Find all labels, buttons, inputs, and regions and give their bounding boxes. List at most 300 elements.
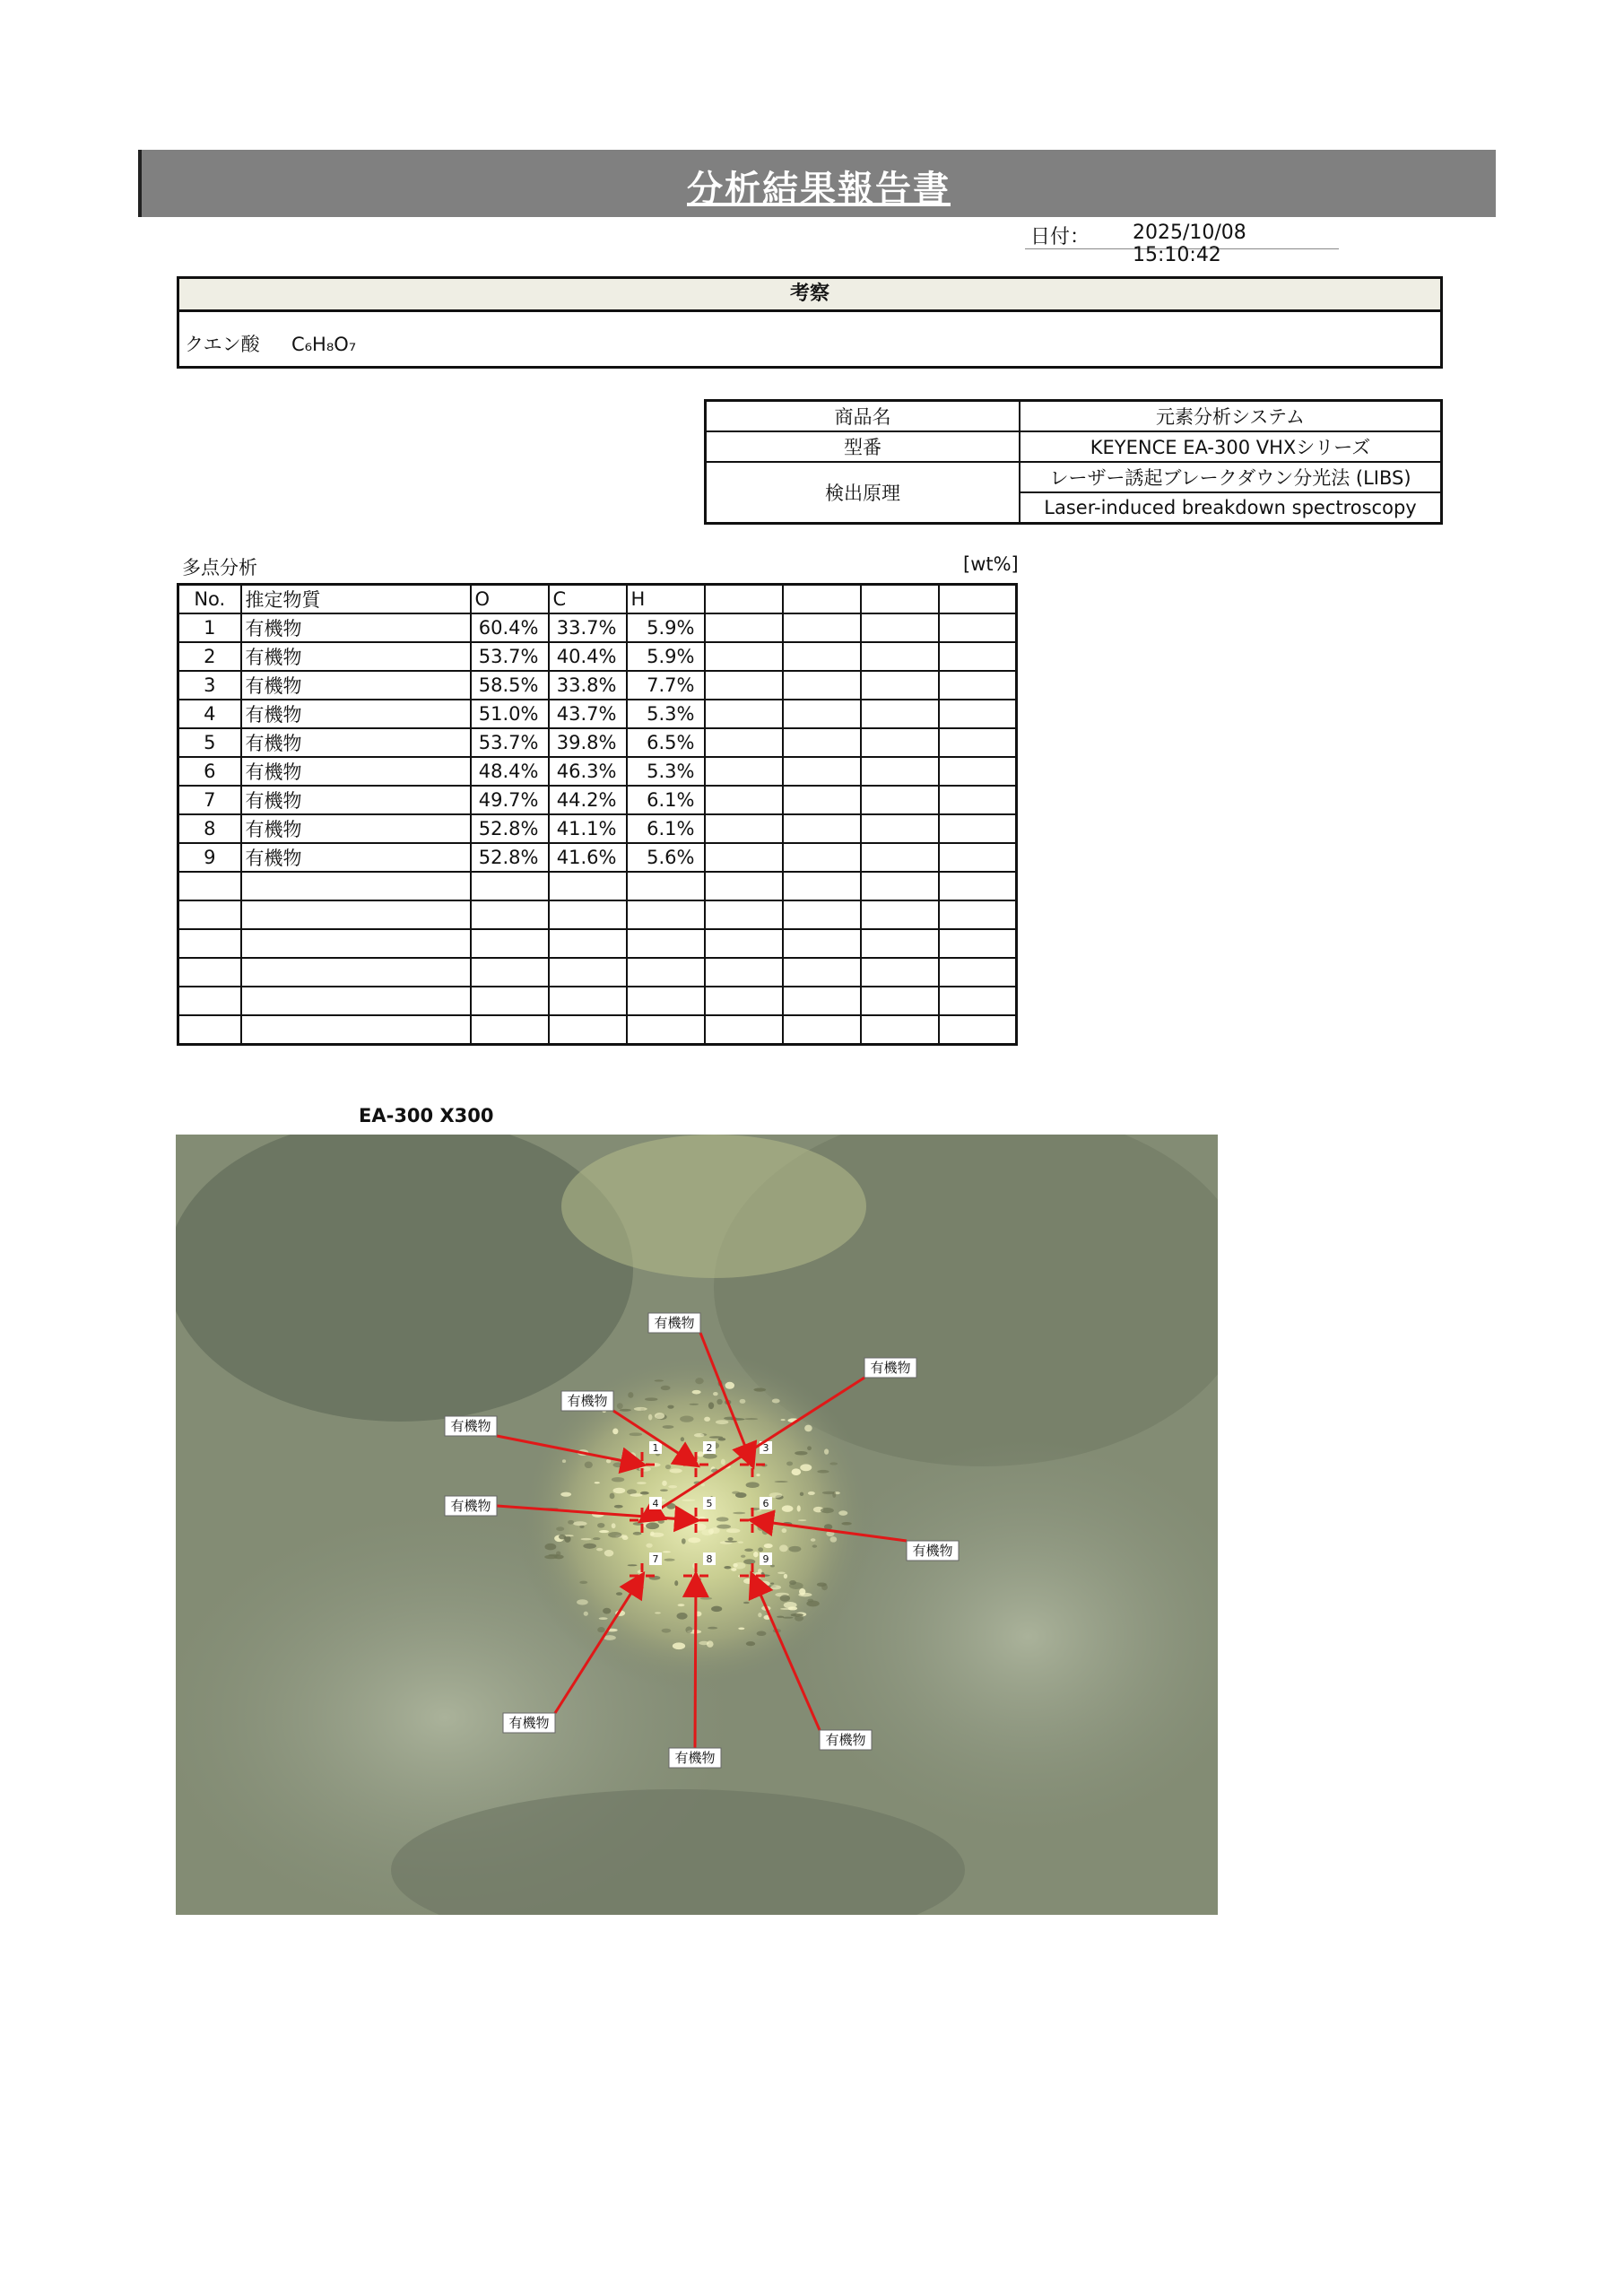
row-c: 44.2%	[549, 786, 627, 814]
crystal-speckle	[622, 1535, 629, 1540]
crystal-speckle	[789, 1582, 803, 1589]
crystal-speckle	[612, 1477, 624, 1482]
multipoint-header-row	[178, 585, 1017, 614]
table-row	[178, 671, 1017, 700]
crystal-speckle	[646, 1544, 652, 1548]
crystal-speckle	[556, 1526, 564, 1531]
empty-cell	[861, 900, 939, 929]
crystal-speckle	[604, 1550, 613, 1556]
empty-cell	[549, 1015, 627, 1045]
product-value: 元素分析システム	[1020, 401, 1442, 432]
empty-cell	[783, 1015, 861, 1045]
crystal-speckle	[716, 1399, 722, 1405]
empty-cell	[939, 642, 1017, 671]
empty-cell	[939, 814, 1017, 843]
empty-cell	[705, 786, 783, 814]
report-title: 分析結果報告書	[687, 169, 951, 210]
product-label: 検出原理	[706, 462, 1020, 524]
empty-cell	[627, 987, 705, 1015]
crystal-speckle	[695, 1378, 703, 1384]
empty-cell	[783, 843, 861, 872]
crystal-speckle	[595, 1482, 600, 1483]
empty-cell	[861, 700, 939, 728]
crystal-speckle	[779, 1544, 788, 1552]
crystal-speckle	[559, 1535, 566, 1540]
empty-cell	[861, 987, 939, 1015]
microscope-svg	[176, 1135, 1218, 1915]
crystal-speckle	[579, 1581, 587, 1584]
crystal-speckle	[583, 1544, 596, 1549]
empty-row	[178, 1015, 1017, 1045]
empty-cell	[939, 872, 1017, 900]
empty-cell	[705, 728, 783, 757]
crystal-speckle	[662, 1629, 672, 1633]
empty-cell	[783, 814, 861, 843]
product-value-en: Laser-induced breakdown spectroscopy	[1020, 492, 1442, 524]
empty-cell	[241, 987, 471, 1015]
crystal-speckle	[708, 1402, 714, 1409]
empty-cell	[178, 929, 241, 958]
crystal-speckle	[735, 1492, 747, 1498]
row-o: 53.7%	[471, 642, 549, 671]
crystal-speckle	[703, 1454, 717, 1459]
crystal-speckle	[753, 1387, 766, 1391]
header-o: O	[471, 585, 549, 614]
empty-cell	[783, 642, 861, 671]
product-row	[706, 401, 1442, 432]
crystal-speckle	[633, 1532, 642, 1535]
crystal-speckle	[788, 1606, 798, 1610]
crystal-speckle	[743, 1602, 750, 1604]
crystal-speckle	[708, 1627, 717, 1630]
crystal-speckle	[725, 1382, 734, 1389]
empty-cell	[471, 1015, 549, 1045]
crystal-speckle	[721, 1459, 725, 1465]
marker-label: 有機物	[567, 1393, 608, 1409]
empty-cell	[178, 872, 241, 900]
crystal-speckle	[738, 1627, 744, 1630]
empty-cell	[705, 671, 783, 700]
crystal-speckle	[663, 1425, 674, 1429]
empty-cell	[471, 929, 549, 958]
crystal-speckle	[584, 1612, 588, 1616]
empty-cell	[178, 958, 241, 987]
row-c: 40.4%	[549, 642, 627, 671]
marker-number: 3	[762, 1442, 769, 1454]
empty-cell	[939, 700, 1017, 728]
crystal-speckle	[762, 1527, 769, 1535]
crystal-speckle	[725, 1541, 737, 1543]
empty-cell	[705, 700, 783, 728]
crystal-speckle	[699, 1590, 707, 1594]
crystal-speckle	[665, 1465, 671, 1469]
crystal-speckle	[630, 1432, 643, 1436]
crystal-speckle	[753, 1552, 759, 1557]
empty-cell	[705, 642, 783, 671]
crystal-speckle	[581, 1538, 592, 1541]
row-no: 3	[178, 671, 241, 700]
crystal-speckle	[562, 1459, 566, 1463]
row-substance: 有機物	[241, 700, 471, 728]
marker-number: 7	[652, 1553, 659, 1565]
crystal-speckle	[783, 1617, 794, 1619]
crystal-speckle	[716, 1525, 731, 1529]
empty-cell	[705, 900, 783, 929]
marker-number: 9	[762, 1553, 769, 1565]
crystal-speckle	[628, 1392, 633, 1398]
header-empty	[783, 585, 861, 614]
crystal-speckle	[777, 1571, 786, 1574]
crystal-speckle	[678, 1604, 685, 1606]
crystal-speckle	[817, 1470, 829, 1474]
crystal-speckle	[841, 1522, 851, 1525]
empty-cell	[627, 958, 705, 987]
row-h: 5.3%	[627, 700, 705, 728]
product-table	[704, 399, 1443, 525]
crystal-speckle	[568, 1520, 574, 1525]
crystal-speckle	[821, 1584, 828, 1590]
marker-label: 有機物	[450, 1498, 491, 1514]
crystal-speckle	[804, 1425, 812, 1432]
crystal-speckle	[782, 1505, 794, 1511]
row-substance: 有機物	[241, 613, 471, 642]
crystal-speckle	[544, 1544, 556, 1551]
empty-cell	[939, 987, 1017, 1015]
empty-cell	[939, 613, 1017, 642]
empty-cell	[783, 900, 861, 929]
row-c: 33.7%	[549, 613, 627, 642]
crystal-speckle	[781, 1419, 786, 1421]
crystal-speckle	[682, 1500, 695, 1501]
crystal-speckle	[713, 1392, 718, 1396]
header-empty	[705, 585, 783, 614]
marker-number: 1	[652, 1442, 659, 1454]
empty-row	[178, 900, 1017, 929]
crystal-speckle	[646, 1522, 659, 1529]
empty-cell	[549, 929, 627, 958]
crystal-speckle	[663, 1551, 671, 1552]
crystal-speckle	[573, 1521, 587, 1526]
crystal-speckle	[682, 1538, 686, 1544]
empty-cell	[549, 900, 627, 929]
empty-cell	[939, 728, 1017, 757]
crystal-speckle	[634, 1407, 647, 1411]
marker-label: 有機物	[508, 1715, 550, 1731]
crystal-speckle	[616, 1592, 622, 1596]
empty-cell	[627, 1015, 705, 1045]
empty-cell	[471, 987, 549, 1015]
crystal-speckle	[614, 1505, 623, 1509]
row-o: 60.4%	[471, 613, 549, 642]
row-no: 5	[178, 728, 241, 757]
crystal-speckle	[724, 1566, 731, 1569]
row-o: 48.4%	[471, 757, 549, 786]
crystal-speckle	[807, 1446, 812, 1450]
crystal-speckle	[829, 1536, 837, 1543]
crystal-speckle	[603, 1608, 611, 1614]
empty-cell	[549, 872, 627, 900]
empty-cell	[241, 958, 471, 987]
marker-number: 8	[706, 1553, 713, 1565]
row-no: 8	[178, 814, 241, 843]
product-label: 型番	[706, 431, 1020, 462]
empty-cell	[549, 987, 627, 1015]
empty-row	[178, 872, 1017, 900]
empty-cell	[783, 671, 861, 700]
marker-label: 有機物	[450, 1418, 491, 1434]
crystal-speckle	[548, 1554, 559, 1556]
crystal-speckle	[786, 1461, 793, 1465]
marker-label: 有機物	[912, 1543, 953, 1559]
row-no: 2	[178, 642, 241, 671]
crystal-speckle	[716, 1420, 728, 1424]
crystal-speckle	[650, 1533, 664, 1537]
crystal-speckle	[789, 1546, 802, 1552]
row-c: 33.8%	[549, 671, 627, 700]
row-o: 58.5%	[471, 671, 549, 700]
crystal-speckle	[597, 1627, 604, 1632]
empty-cell	[627, 929, 705, 958]
crystal-speckle	[838, 1510, 847, 1516]
empty-cell	[783, 987, 861, 1015]
empty-cell	[178, 900, 241, 929]
crystal-speckle	[772, 1398, 780, 1403]
crystal-speckle	[599, 1530, 609, 1533]
table-row	[178, 642, 1017, 671]
crystal-speckle	[812, 1544, 817, 1547]
image-caption: EA-300 X300	[359, 1105, 494, 1126]
crystal-speckle	[674, 1580, 678, 1586]
row-o: 51.0%	[471, 700, 549, 728]
empty-cell	[783, 958, 861, 987]
crystal-speckle	[716, 1517, 729, 1521]
crystal-speckle	[832, 1492, 836, 1498]
empty-cell	[939, 757, 1017, 786]
empty-cell	[783, 613, 861, 642]
empty-cell	[549, 958, 627, 987]
crystal-speckle	[829, 1462, 838, 1465]
product-value: レーザー誘起ブレークダウン分光法 (LIBS)	[1020, 462, 1442, 492]
crystal-speckle	[711, 1606, 722, 1612]
crystal-speckle	[669, 1468, 682, 1473]
crystal-speckle	[608, 1532, 621, 1538]
empty-cell	[705, 958, 783, 987]
crystal-speckle	[758, 1547, 763, 1552]
crystal-speckle	[628, 1564, 638, 1566]
table-row	[178, 757, 1017, 786]
crystal-speckle	[764, 1544, 773, 1548]
header-c: C	[549, 585, 627, 614]
empty-cell	[471, 872, 549, 900]
row-o: 49.7%	[471, 786, 549, 814]
empty-cell	[939, 900, 1017, 929]
row-substance: 有機物	[241, 814, 471, 843]
marker-label: 有機物	[654, 1315, 695, 1331]
empty-cell	[705, 843, 783, 872]
crystal-speckle	[824, 1448, 829, 1454]
crystal-speckle	[585, 1462, 593, 1469]
empty-cell	[241, 1015, 471, 1045]
crystal-speckle	[685, 1627, 692, 1633]
empty-cell	[471, 900, 549, 929]
header-h: H	[627, 585, 705, 614]
crystal-speckle	[599, 1617, 608, 1620]
row-h: 5.9%	[627, 613, 705, 642]
crystal-speckle	[612, 1429, 618, 1435]
row-no: 6	[178, 757, 241, 786]
empty-cell	[471, 958, 549, 987]
consideration-body	[179, 312, 1440, 375]
empty-cell	[939, 671, 1017, 700]
crystal-speckle	[613, 1488, 626, 1494]
crystal-speckle	[800, 1464, 812, 1471]
empty-cell	[178, 1015, 241, 1045]
crystal-speckle	[800, 1492, 803, 1496]
crystal-speckle	[668, 1485, 677, 1488]
empty-cell	[861, 958, 939, 987]
crystal-speckle	[689, 1404, 699, 1405]
crystal-speckle	[727, 1537, 733, 1541]
marker-number: 4	[652, 1498, 659, 1509]
crystal-speckle	[662, 1481, 667, 1486]
table-row	[178, 728, 1017, 757]
crystal-speckle	[746, 1482, 760, 1488]
empty-cell	[241, 900, 471, 929]
consideration-formula: C₆H₈O₇	[291, 334, 357, 355]
crystal-speckle	[795, 1615, 803, 1622]
row-no: 1	[178, 613, 241, 642]
table-row	[178, 814, 1017, 843]
empty-cell	[939, 786, 1017, 814]
crystal-speckle	[770, 1583, 774, 1585]
crystal-speckle	[731, 1568, 736, 1571]
consideration-box	[177, 276, 1443, 369]
empty-cell	[705, 987, 783, 1015]
product-row	[706, 431, 1442, 462]
multipoint-unit: [wt%]	[963, 553, 1019, 575]
crystal-speckle	[738, 1541, 743, 1543]
consideration-text: クエン酸	[185, 334, 260, 355]
empty-cell	[705, 814, 783, 843]
crystal-speckle	[758, 1613, 761, 1617]
row-substance: 有機物	[241, 786, 471, 814]
row-c: 43.7%	[549, 700, 627, 728]
header-substance: 推定物質	[241, 585, 471, 614]
crystal-speckle	[777, 1616, 784, 1618]
crystal-speckle	[733, 1563, 737, 1568]
crystal-speckle	[597, 1523, 604, 1528]
crystal-speckle	[744, 1548, 753, 1552]
empty-cell	[241, 929, 471, 958]
empty-cell	[861, 786, 939, 814]
row-o: 52.8%	[471, 814, 549, 843]
crystal-speckle	[648, 1414, 653, 1421]
empty-cell	[705, 757, 783, 786]
marker-number: 5	[706, 1498, 713, 1509]
empty-cell	[861, 1015, 939, 1045]
header-empty	[939, 585, 1017, 614]
empty-cell	[861, 872, 939, 900]
crystal-speckle	[577, 1599, 588, 1605]
empty-cell	[939, 958, 1017, 987]
row-substance: 有機物	[241, 757, 471, 786]
product-value: KEYENCE EA-300 VHXシリーズ	[1020, 431, 1442, 462]
row-no: 4	[178, 700, 241, 728]
crystal-speckle	[726, 1528, 740, 1533]
row-h: 6.5%	[627, 728, 705, 757]
row-o: 52.8%	[471, 843, 549, 872]
multipoint-title: 多点分析	[182, 557, 257, 578]
crystal-speckle	[676, 1613, 687, 1620]
crystal-speckle	[757, 1631, 767, 1637]
crystal-speckle	[667, 1405, 673, 1409]
product-row	[706, 462, 1442, 492]
empty-cell	[861, 613, 939, 642]
crystal-speckle	[655, 1379, 664, 1381]
empty-cell	[861, 671, 939, 700]
row-h: 7.7%	[627, 671, 705, 700]
table-row	[178, 843, 1017, 872]
empty-cell	[241, 872, 471, 900]
crystal-speckle	[746, 1641, 755, 1646]
crystal-speckle	[655, 1413, 664, 1419]
crystal-speckle	[688, 1537, 700, 1543]
date-row	[1025, 218, 1339, 266]
crystal-speckle	[700, 1597, 712, 1600]
crystal-speckle	[792, 1468, 802, 1475]
crystal-speckle	[784, 1574, 787, 1578]
empty-cell	[939, 1015, 1017, 1045]
crystal-speckle	[744, 1418, 758, 1420]
crystal-speckle	[560, 1492, 571, 1497]
row-h: 6.1%	[627, 814, 705, 843]
crystal-speckle	[733, 1512, 745, 1514]
header-no: No.	[178, 585, 241, 614]
crystal-speckle	[610, 1493, 615, 1500]
crystal-speckle	[620, 1409, 631, 1412]
empty-cell	[783, 700, 861, 728]
multipoint-table	[177, 583, 1018, 1046]
marker-label: 有機物	[674, 1750, 716, 1766]
crystal-speckle	[775, 1481, 788, 1483]
crystal-speckle	[697, 1451, 704, 1457]
table-row	[178, 613, 1017, 642]
empty-cell	[861, 843, 939, 872]
crystal-speckle	[661, 1386, 671, 1390]
consideration-heading: 考察	[179, 279, 1440, 312]
crystal-speckle	[617, 1403, 623, 1409]
empty-cell	[861, 728, 939, 757]
crystal-speckle	[758, 1569, 762, 1574]
crystal-speckle	[704, 1417, 710, 1422]
crystal-speckle	[694, 1433, 705, 1437]
crystal-speckle	[673, 1642, 685, 1649]
crystal-speckle	[645, 1397, 657, 1401]
product-label: 商品名	[706, 401, 1020, 432]
crystal-speckle	[658, 1519, 664, 1524]
row-substance: 有機物	[241, 728, 471, 757]
empty-cell	[705, 872, 783, 900]
empty-cell	[783, 872, 861, 900]
empty-cell	[783, 786, 861, 814]
empty-row	[178, 987, 1017, 1015]
empty-cell	[705, 929, 783, 958]
empty-cell	[783, 929, 861, 958]
empty-cell	[705, 613, 783, 642]
crystal-speckle	[770, 1585, 781, 1589]
marker-number: 6	[762, 1498, 769, 1509]
crystal-speckle	[770, 1565, 775, 1568]
